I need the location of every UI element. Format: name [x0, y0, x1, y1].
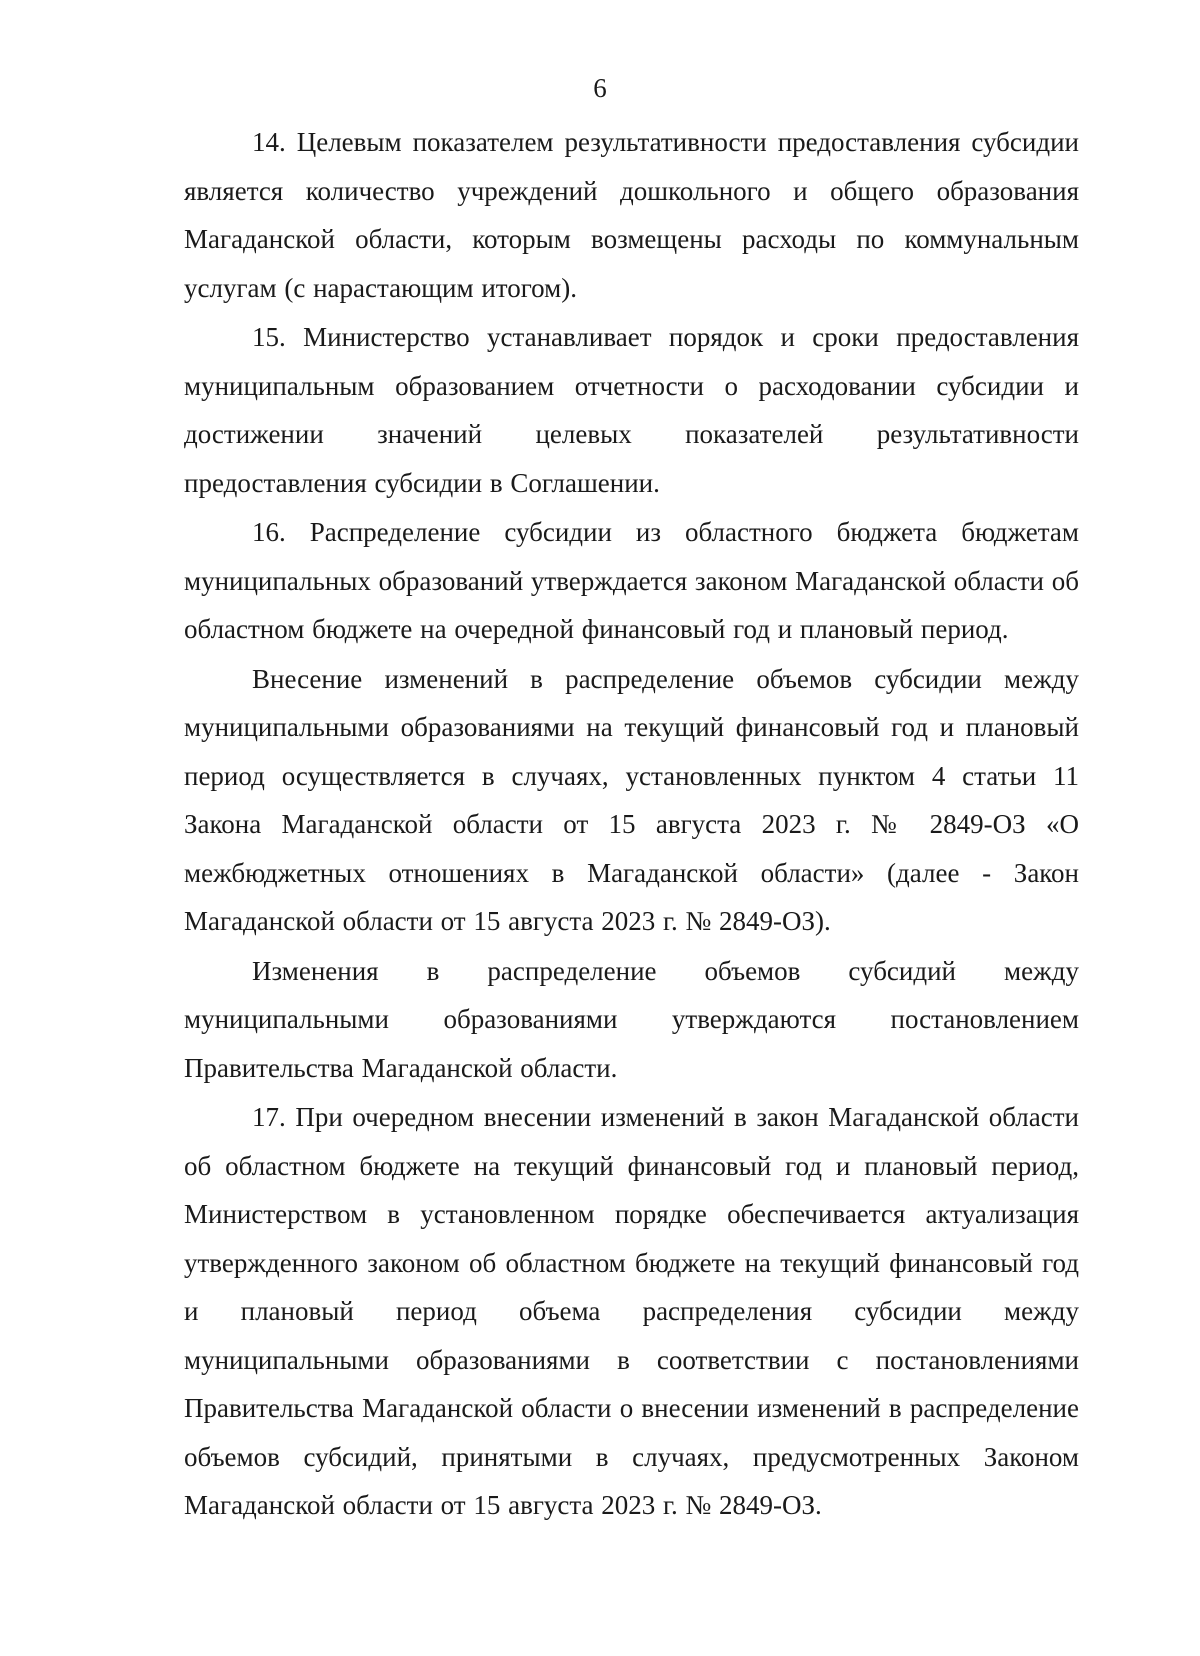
paragraph-16: 16. Распределение субсидии из областного бюджета бюджетам муниципальных образований утверждается законом Магаданской области об областном бюджете на очередной финансовый год и плановый период. [184, 517, 1079, 644]
page-number: 6 [593, 73, 607, 103]
paragraph-17: 17. При очередном внесении изменений в закон Магаданской области об областном бюджете на текущий финансовый год и плановый период, Министерством в установленном порядке обеспечивается актуализация утвержденного законом об областном бюджете на текущий финансовый год и плановый период объема распределения субсидии между муниципальными образованиями в соответствии с постановлениями Правительства Магаданской области о внесении изменений в распределение объемов субсидий, принятыми в случаях, предусмотренных Законом Магаданской области от 15 августа 2023 г. № 2849-ОЗ. [184, 1102, 1079, 1520]
paragraph-15: 15. Министерство устанавливает порядок и сроки предоставления муниципальным образованием отчетности о расходовании субсидии и достижении значений целевых показателей результативности предоставления субсидии в Соглашении. [184, 322, 1079, 498]
paragraph-16-amendments: Внесение изменений в распределение объемов субсидии между муниципальными образованиями на текущий финансовый год и плановый период осуществляется в случаях, установленных пунктом 4 статьи 11 Закона Магаданской области от 15 августа 2023 г. № 2849-ОЗ «О межбюджетных отношениях в Магаданской области» (далее - Закон Магаданской области от 15 августа 2023 г. № 2849-ОЗ). [184, 663, 1079, 936]
paragraph-14: 14. Целевым показателем результативности предоставления субсидии является количество учреждений дошкольного и общего образования Магаданской области, которым возмещены расходы по коммунальным услугам (с нарастающим итогом). [184, 127, 1079, 303]
document-body [184, 118, 1079, 1530]
paragraph-16-changes: Изменения в распределение объемов субсидий между муниципальными образованиями утверждаются постановлением Правительства Магаданской области. [184, 955, 1079, 1083]
